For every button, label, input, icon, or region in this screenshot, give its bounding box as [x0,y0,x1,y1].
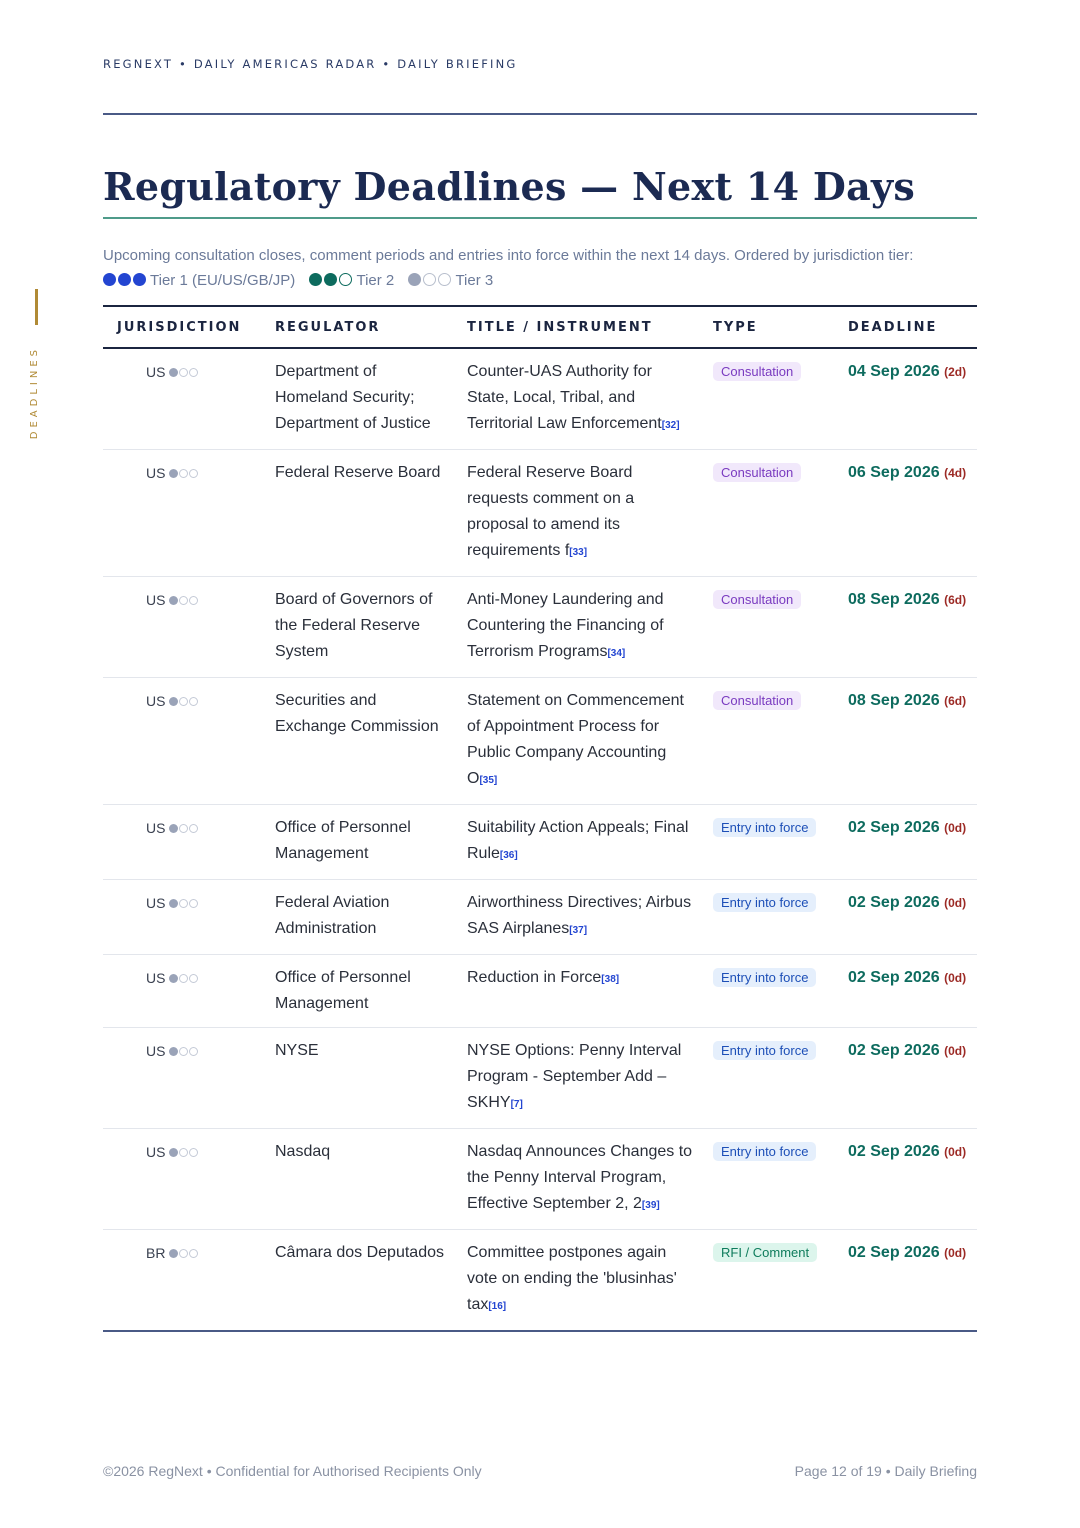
type-cell [713,678,848,805]
jurisdiction-code: US [146,592,166,608]
reference-link[interactable]: [37] [569,925,588,936]
regulator-cell: Federal Aviation Administration [275,880,467,955]
instrument-title: NYSE Options: Penny Interval Program - September Add – SKHY [467,1042,682,1111]
side-section-label: DEADLINES [29,346,40,440]
table-row [103,880,977,955]
column-header-type: TYPE [713,306,848,348]
days-remaining: (0d) [944,896,967,910]
title-cell [467,805,713,880]
tier-dot-empty-icon [189,899,198,908]
tier-dot-filled-icon [169,899,178,908]
jurisdiction-code: US [146,693,166,709]
type-cell [713,955,848,1028]
instrument-title: Statement on Commencement of Appointment Process for Public Company Accounting O [467,692,684,787]
days-remaining: (2d) [944,365,967,379]
jurisdiction-cell [103,1129,275,1230]
column-header-title: TITLE / INSTRUMENT [467,306,713,348]
tier-dot-empty-icon [179,1047,188,1056]
tier-dot-empty-icon [189,1249,198,1258]
tier3-dot-icon [408,273,421,286]
side-accent-bar [35,289,38,325]
reference-link[interactable]: [7] [510,1099,523,1110]
tier1-dot-icon [118,273,131,286]
type-badge: Entry into force [713,893,816,912]
title-cell [467,348,713,450]
deadline-date: 08 Sep 2026 [848,692,940,709]
deadline-date: 02 Sep 2026 [848,894,940,911]
tier-dot-empty-icon [179,596,188,605]
tier-dot-empty-icon [179,368,188,377]
title-cell [467,1028,713,1129]
regulator-cell: Câmara dos Deputados [275,1244,444,1261]
table-row [103,1230,977,1332]
tier-dot-filled-icon [169,1047,178,1056]
tier-dot-empty-icon [179,1249,188,1258]
deadline-date: 08 Sep 2026 [848,591,940,608]
reference-link[interactable]: [38] [601,974,620,985]
type-cell [713,805,848,880]
instrument-title: Nasdaq Announces Changes to the Penny Interval Program, Effective September 2, 2 [467,1143,693,1212]
tier1-dot-icon [103,273,116,286]
deadline-cell [848,450,977,577]
title-cell [467,1129,713,1230]
jurisdiction-cell [103,805,275,880]
type-badge: Consultation [713,590,801,609]
instrument-title: Counter-UAS Authority for State, Local, Tribal, and Territorial Law Enforcement [467,363,662,432]
description [103,243,983,293]
table-row [103,955,977,1028]
tier-dot-filled-icon [169,974,178,983]
tier-dot-empty-icon [189,1148,198,1157]
tier2-label: Tier 2 [356,272,395,289]
jurisdiction-code: US [146,1043,166,1059]
tier-dot-filled-icon [169,368,178,377]
tier-dot-empty-icon [179,1148,188,1157]
jurisdiction-code: US [146,1144,166,1160]
tier2-dot-icon [309,273,322,286]
deadline-date: 02 Sep 2026 [848,1042,940,1059]
tier-dot-filled-icon [169,824,178,833]
deadline-date: 02 Sep 2026 [848,819,940,836]
type-badge: Consultation [713,691,801,710]
jurisdiction-code: BR [146,1245,166,1261]
tier-dot-filled-icon [169,469,178,478]
top-divider [103,113,977,115]
type-badge: Consultation [713,362,801,381]
title-cell [467,1230,713,1332]
jurisdiction-cell [103,1028,275,1129]
days-remaining: (0d) [944,1044,967,1058]
days-remaining: (0d) [944,1145,967,1159]
deadline-cell [848,678,977,805]
regulator-cell: Federal Reserve Board [275,450,467,577]
type-cell [713,880,848,955]
days-remaining: (0d) [944,1246,967,1260]
type-badge: Entry into force [713,1041,816,1060]
deadline-cell [848,1028,977,1129]
type-cell [713,1129,848,1230]
table-row [103,348,977,450]
deadline-date: 02 Sep 2026 [848,1143,940,1160]
tier-legend [103,268,983,293]
deadline-cell [848,1230,977,1332]
jurisdiction-cell [103,678,275,805]
jurisdiction-code: US [146,465,166,481]
deadline-date: 02 Sep 2026 [848,1244,940,1261]
top-breadcrumb: REGNEXT • DAILY AMERICAS RADAR • DAILY BRIEFING [103,57,518,71]
tier2-dot-icon [324,273,337,286]
reference-link[interactable]: [32] [661,420,680,431]
regulator-cell: Board of Governors of the Federal Reserve System [275,577,467,678]
title-cell [467,577,713,678]
tier-dot-empty-icon [179,899,188,908]
jurisdiction-cell [103,1230,275,1332]
instrument-title: Committee postpones again vote on ending the 'blusinhas' tax [467,1244,677,1313]
table-row [103,450,977,577]
tier3-label: Tier 3 [455,272,494,289]
regulator-cell: Office of Personnel Management [275,955,467,1028]
jurisdiction-cell [103,955,275,1028]
reference-link[interactable]: [36] [499,850,518,861]
tier-dot-empty-icon [179,469,188,478]
tier-dot-empty-icon [189,974,198,983]
table-row [103,678,977,805]
tier-dot-empty-icon [189,697,198,706]
jurisdiction-cell [103,577,275,678]
type-badge: Entry into force [713,818,816,837]
reference-link[interactable]: [16] [488,1301,507,1312]
page-title: Regulatory Deadlines — Next 14 Days [103,164,916,209]
instrument-title: Federal Reserve Board requests comment on a proposal to amend its requirements f [467,464,635,559]
type-badge: RFI / Comment [713,1243,817,1262]
instrument-title: Reduction in Force [467,969,602,986]
table-row [103,577,977,678]
jurisdiction-code: US [146,970,166,986]
days-remaining: (6d) [944,694,967,708]
regulator-cell: Securities and Exchange Commission [275,678,467,805]
tier3-empty-dot-icon [438,273,451,286]
deadline-cell [848,805,977,880]
deadline-cell [848,348,977,450]
reference-link[interactable]: [35] [479,775,498,786]
days-remaining: (4d) [944,466,967,480]
regulator-cell: Office of Personnel Management [275,805,467,880]
jurisdiction-code: US [146,895,166,911]
tier-dot-empty-icon [179,824,188,833]
days-remaining: (0d) [944,821,967,835]
reference-link[interactable]: [34] [607,648,626,659]
type-badge: Entry into force [713,968,816,987]
type-badge: Entry into force [713,1142,816,1161]
type-cell [713,1230,848,1332]
type-badge: Consultation [713,463,801,482]
tier1-label: Tier 1 (EU/US/GB/JP) [150,272,296,289]
deadlines-table [103,305,977,1332]
tier-dot-empty-icon [179,697,188,706]
table-header-row [103,306,977,348]
description-text: Upcoming consultation closes, comment periods and entries into force within the next 14 days. Ordered by jurisdiction tier: [103,247,914,264]
regulator-cell: NYSE [275,1028,467,1129]
footer-copyright: ©2026 RegNext • Confidential for Authorised Recipients Only [103,1463,482,1479]
deadline-date: 06 Sep 2026 [848,464,940,481]
instrument-title: Suitability Action Appeals; Final Rule [467,819,689,862]
table-row [103,805,977,880]
tier-dot-filled-icon [169,697,178,706]
reference-link[interactable]: [39] [641,1200,660,1211]
jurisdiction-code: US [146,364,166,380]
reference-link[interactable]: [33] [569,547,588,558]
jurisdiction-cell [103,880,275,955]
tier-dot-filled-icon [169,1148,178,1157]
days-remaining: (6d) [944,593,967,607]
regulator-cell: Department of Homeland Security; Department of Justice [275,348,467,450]
deadline-cell [848,880,977,955]
jurisdiction-cell [103,450,275,577]
type-cell [713,348,848,450]
title-underline [103,217,977,219]
type-cell [713,450,848,577]
type-cell [713,577,848,678]
tier-dot-empty-icon [189,824,198,833]
deadline-cell [848,1129,977,1230]
title-cell [467,880,713,955]
days-remaining: (0d) [944,971,967,985]
table-row [103,1028,977,1129]
tier-dot-empty-icon [189,368,198,377]
jurisdiction-cell [103,348,275,450]
footer-page-info: Page 12 of 19 • Daily Briefing [794,1463,977,1479]
type-cell [713,1028,848,1129]
table-row [103,1129,977,1230]
jurisdiction-code: US [146,820,166,836]
instrument-title: Airworthiness Directives; Airbus SAS Airplanes [467,894,692,937]
deadline-cell [848,955,977,1028]
tier-dot-empty-icon [179,974,188,983]
title-cell [467,450,713,577]
tier-dot-filled-icon [169,596,178,605]
title-cell [467,678,713,805]
column-header-deadline: DEADLINE [848,306,977,348]
title-cell [467,955,713,1028]
tier-dot-empty-icon [189,469,198,478]
tier3-empty-dot-icon [423,273,436,286]
tier-dot-empty-icon [189,1047,198,1056]
column-header-regulator: REGULATOR [275,306,467,348]
deadline-date: 04 Sep 2026 [848,363,940,380]
instrument-title: Anti-Money Laundering and Countering the Financing of Terrorism Programs [467,591,664,660]
tier2-empty-dot-icon [339,273,352,286]
tier1-dot-icon [133,273,146,286]
deadline-date: 02 Sep 2026 [848,969,940,986]
column-header-jurisdiction: JURISDICTION [103,306,275,348]
deadline-cell [848,577,977,678]
tier-dot-filled-icon [169,1249,178,1258]
tier-dot-empty-icon [189,596,198,605]
regulator-cell: Nasdaq [275,1129,467,1230]
table-body [103,348,977,1331]
